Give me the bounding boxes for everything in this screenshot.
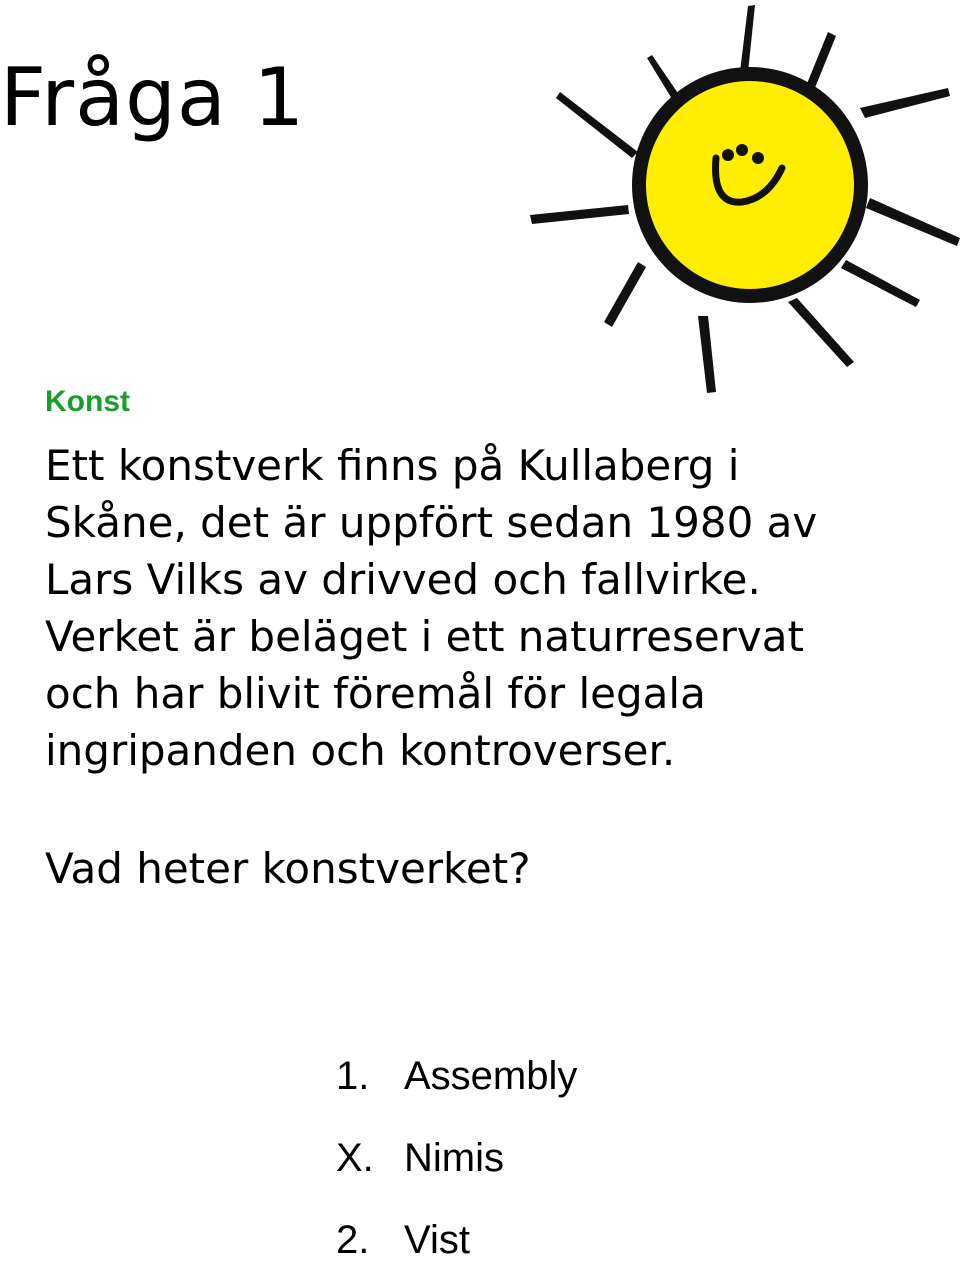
- smiling-sun-icon: [520, 0, 960, 400]
- description-line: Ett konstverk finns på Kullaberg i: [45, 441, 740, 490]
- option-key: X.: [336, 1136, 374, 1180]
- option-key: 1.: [336, 1054, 370, 1098]
- description-line: ingripanden och kontroverser.: [45, 726, 676, 775]
- option-text: Nimis: [404, 1136, 504, 1180]
- option-text: Assembly: [404, 1054, 578, 1098]
- option-text: Vist: [404, 1218, 470, 1262]
- question-text: Vad heter konstverket?: [45, 844, 531, 893]
- description-line: och har blivit föremål för legala: [45, 669, 706, 718]
- page-title: Fråga 1: [0, 51, 306, 144]
- description-line: Verket är beläget i ett naturreservat: [45, 612, 804, 661]
- description-line: Skåne, det är uppfört sedan 1980 av: [45, 498, 818, 547]
- answer-option-1[interactable]: [336, 1056, 577, 1096]
- description-line: Lars Vilks av drivved och fallvirke.: [45, 555, 761, 604]
- answer-option-x[interactable]: [336, 1138, 504, 1178]
- option-key: 2.: [336, 1218, 370, 1262]
- category-label: Konst: [45, 385, 130, 418]
- answer-option-2[interactable]: [336, 1220, 470, 1260]
